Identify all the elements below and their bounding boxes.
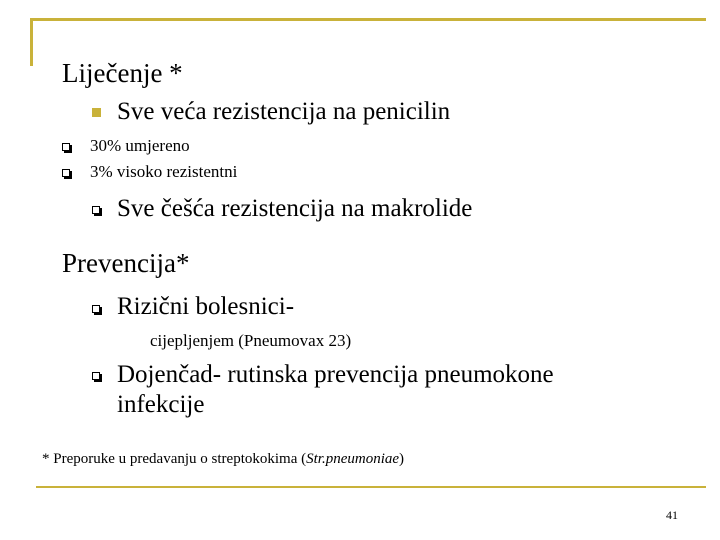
checkbox-bullet-icon [62,169,70,177]
treatment-item-high: 3% visoko rezistentni [90,162,238,181]
square-bullet-icon [92,108,101,117]
prevention-item-infants: Dojenčad- rutinska prevencija pneumokone [117,361,554,388]
footnote-main: * Preporuke u predavanju o streptokokima ( [42,451,307,467]
treatment-item-macrolides: Sve češća rezistencija na makrolide [117,195,473,222]
checkbox-bullet-icon [62,143,70,151]
frame-horizontal-rule [30,18,706,21]
treatment-item-moderate: 30% umjereno [90,136,190,155]
footer-rule [36,486,706,488]
footnote-species: Str.pneumoniae [306,451,400,467]
treatment-item-penicillin: Sve veća rezistencija na penicilin [117,98,451,125]
checkbox-bullet-icon [92,206,100,214]
page-number: 41 [666,508,678,522]
heading-treatment: Liječenje * [62,58,183,88]
footnote [42,451,404,468]
checkbox-bullet-icon [92,305,100,313]
prevention-item-risk-patients: Rizični bolesnici- [117,293,295,320]
checkbox-bullet-icon [92,372,100,380]
heading-prevention: Prevencija* [62,248,190,278]
prevention-item-vaccination: cijepljenjem (Pneumovax 23) [150,331,352,350]
frame-vertical-rule [30,18,33,66]
footnote-close: ) [399,451,405,467]
prevention-item-infants-cont: infekcije [117,391,205,418]
